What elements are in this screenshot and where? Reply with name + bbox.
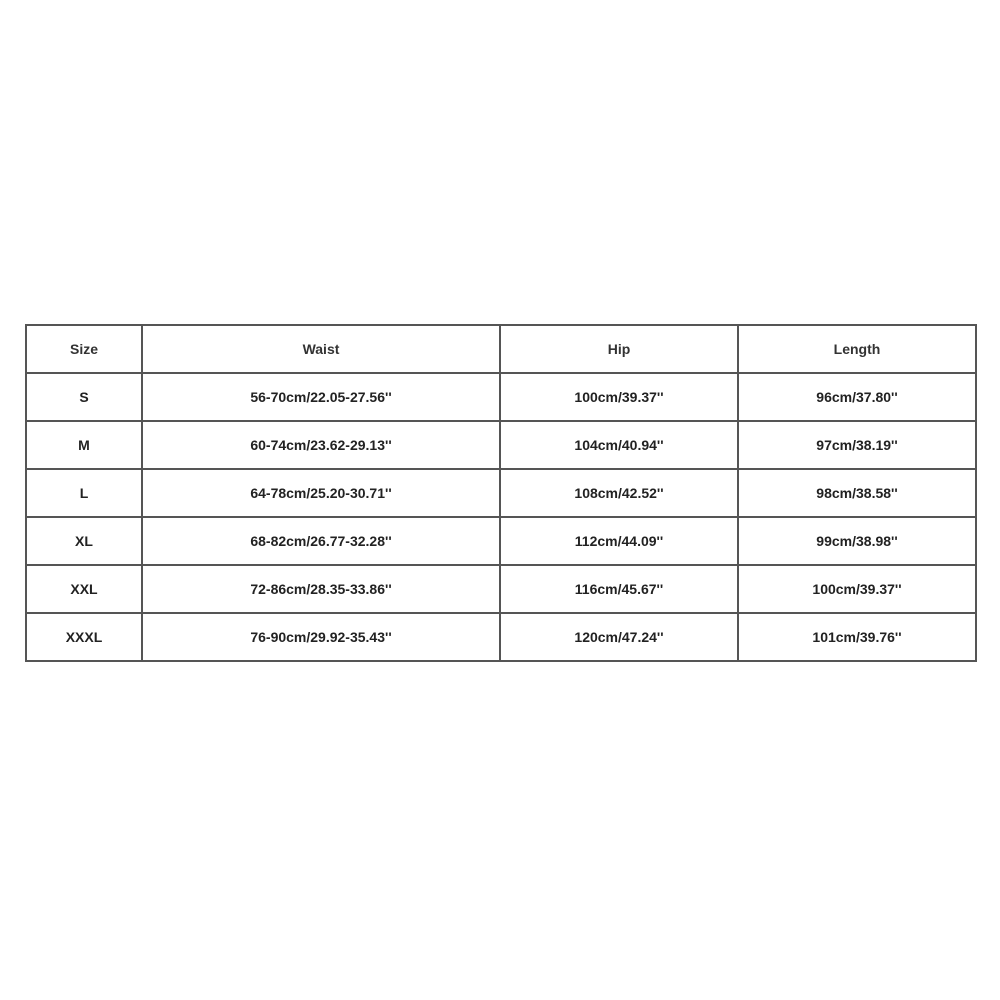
table-row [26, 565, 976, 613]
cell-hip: 120cm/47.24'' [500, 613, 738, 661]
table-row [26, 517, 976, 565]
table-row [26, 613, 976, 661]
cell-hip: 108cm/42.52'' [500, 469, 738, 517]
cell-length: 100cm/39.37'' [738, 565, 976, 613]
cell-length: 96cm/37.80'' [738, 373, 976, 421]
cell-hip: 112cm/44.09'' [500, 517, 738, 565]
cell-length: 101cm/39.76'' [738, 613, 976, 661]
cell-waist: 60-74cm/23.62-29.13'' [142, 421, 500, 469]
header-size: Size [26, 325, 142, 373]
header-hip: Hip [500, 325, 738, 373]
cell-hip: 116cm/45.67'' [500, 565, 738, 613]
size-chart-body [26, 373, 976, 661]
size-chart-table [25, 324, 977, 662]
header-row [26, 325, 976, 373]
table-row [26, 421, 976, 469]
cell-size: XL [26, 517, 142, 565]
cell-length: 99cm/38.98'' [738, 517, 976, 565]
cell-waist: 68-82cm/26.77-32.28'' [142, 517, 500, 565]
cell-length: 97cm/38.19'' [738, 421, 976, 469]
cell-size: M [26, 421, 142, 469]
cell-waist: 64-78cm/25.20-30.71'' [142, 469, 500, 517]
table-row [26, 469, 976, 517]
table-row [26, 373, 976, 421]
cell-size: XXXL [26, 613, 142, 661]
header-length: Length [738, 325, 976, 373]
cell-size: S [26, 373, 142, 421]
cell-size: L [26, 469, 142, 517]
cell-hip: 104cm/40.94'' [500, 421, 738, 469]
header-waist: Waist [142, 325, 500, 373]
size-chart-header [26, 325, 976, 373]
cell-waist: 56-70cm/22.05-27.56'' [142, 373, 500, 421]
cell-length: 98cm/38.58'' [738, 469, 976, 517]
cell-waist: 72-86cm/28.35-33.86'' [142, 565, 500, 613]
cell-waist: 76-90cm/29.92-35.43'' [142, 613, 500, 661]
cell-hip: 100cm/39.37'' [500, 373, 738, 421]
cell-size: XXL [26, 565, 142, 613]
